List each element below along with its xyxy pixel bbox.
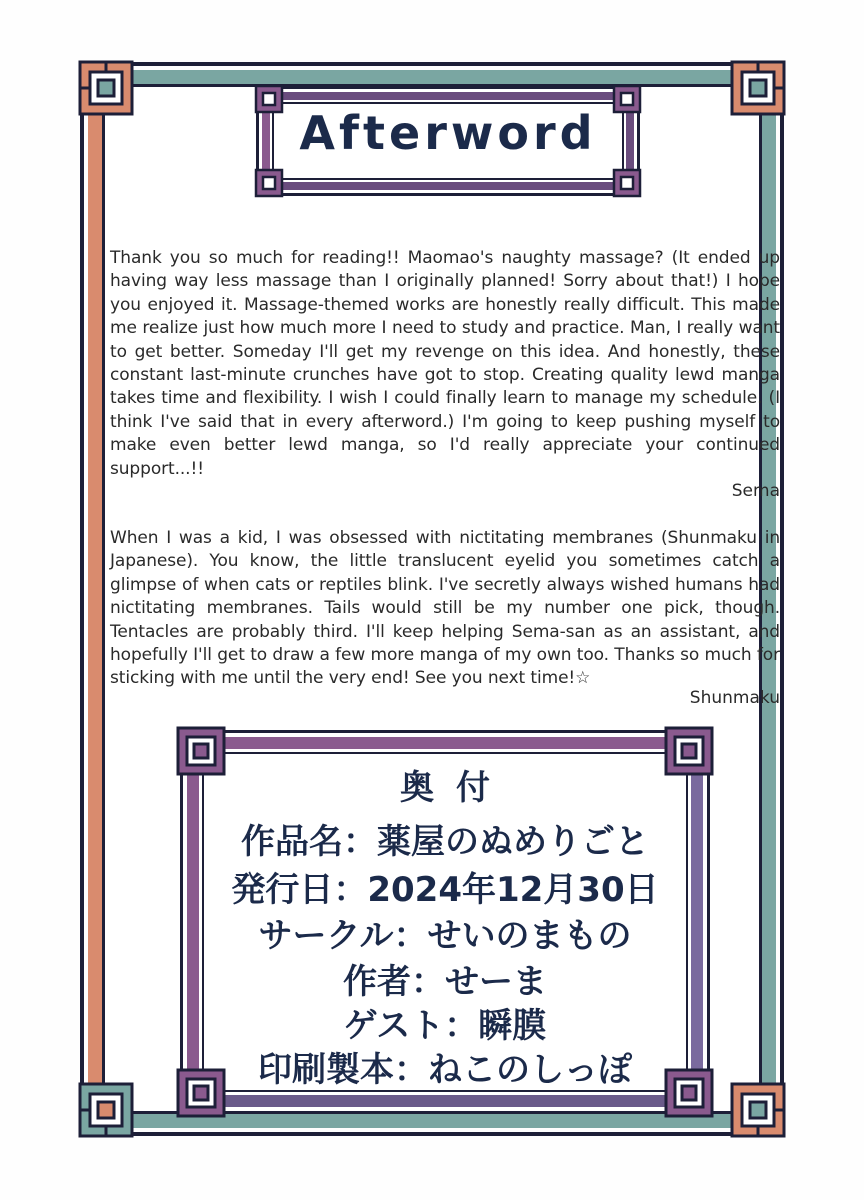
colophon-title-line: 作品名：薬屋のぬめりごと [241, 822, 649, 862]
colophon-guest-line: ゲスト：瞬膜 [343, 1006, 547, 1046]
corner-ornament-top-left [78, 60, 134, 116]
colophon-date-line: 発行日：2024年12月30日 [231, 870, 659, 910]
corner-ornament-bottom-right [730, 1082, 786, 1138]
colophon-author-line: 作者：せーま [343, 962, 547, 1002]
afterword-shunmaku-text: When I was a kid, I was obsessed with nictitating membranes (Shunmaku in Japanese). You know, the little translucent eyelid you sometimes catch a glimpse of when cats or reptiles blink. I've secretly always wished humans had nictitating membranes. Tails would still be my number one pick, though. Tentacles are probably third. I'll keep helping Sema-san as an assistant, and hopefully I'll get to draw a few more manga of my own too. Thanks so much for sticking with me until the very end! See you next time!☆ [110, 528, 780, 689]
title-cartouche [256, 86, 640, 196]
afterword-sema-signature: Sema [731, 481, 780, 501]
page-title: Afterword [299, 106, 597, 160]
colophon-circle-line: サークル：せいのまもの [258, 916, 632, 956]
afterword-sema-text: Thank you so much for reading!! Maomao's naughty massage? (It ended up having way less massage than I originally planned! Sorry about that!) I hope you enjoyed it. Massage-themed works are honestly really difficult. This made me realize just how much more I need to study and practice. Man, I really want to get better. Someday I'll get my revenge on this idea. And honestly, these constant last-minute crunches have got to stop. Creating quality lewd manga takes time and flexibility. I wish I could finally learn to manage my schedule. (I think I've said that in every afterword.) I'm going to keep pushing myself to make even better lewd manga, so I'd really appreciate your continued support...!! [110, 248, 780, 479]
colophon-heading: 奥付 [400, 768, 512, 808]
colophon-printer-line: 印刷製本：ねこのしっぽ [258, 1050, 632, 1090]
title-corner-ornament [254, 168, 284, 198]
corner-ornament-bottom-left [78, 1082, 134, 1138]
afterword-shunmaku-signature: Shunmaku [689, 688, 780, 708]
title-corner-ornament [612, 168, 642, 198]
colophon-box [180, 730, 710, 1114]
corner-ornament-top-right [730, 60, 786, 116]
